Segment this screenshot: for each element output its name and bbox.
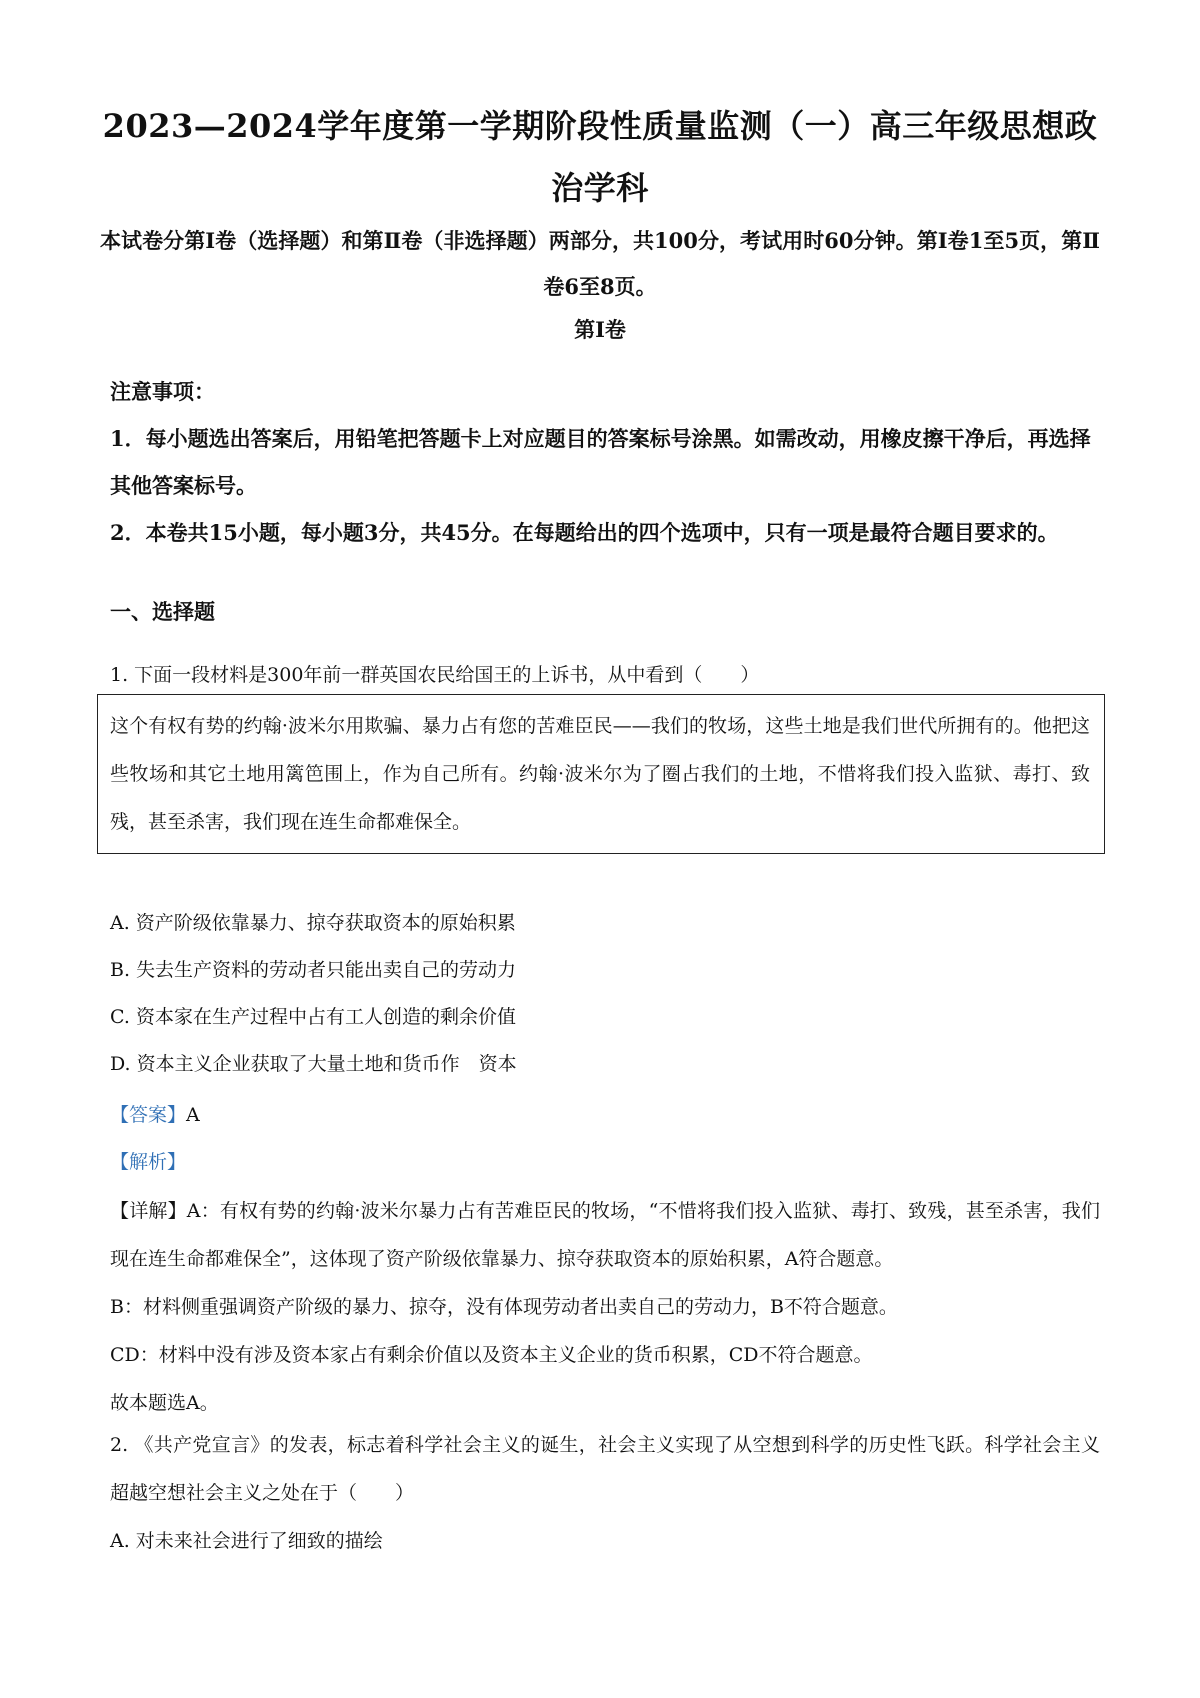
explanation-paragraph-2: B：材料侧重强调资产阶级的暴力、掠夺，没有体现劳动者出卖自己的劳动力，B不符合题意。 <box>110 1296 898 1318</box>
notes-heading: 注意事项： <box>110 379 215 404</box>
analysis-row <box>110 1139 1100 1186</box>
answer-value: A <box>186 1104 200 1126</box>
question-2-option-a: A. 对未来社会进行了细致的描绘 <box>110 1530 383 1552</box>
option-b: B. 失去生产资料的劳动者只能出卖自己的劳动力 <box>110 959 517 981</box>
option-a: A. 资产阶级依靠暴力、掠夺获取资本的原始积累 <box>110 912 516 934</box>
notes-item-2: 2．本卷共15小题，每小题3分，共45分。在每题给出的四个选项中，只有一项是最符合题目要求的。 <box>110 520 1059 545</box>
exam-intro: 本试卷分第Ⅰ卷（选择题）和第Ⅱ卷（非选择题）两部分，共100分，考试用时60分钟。第Ⅰ卷1至5页，第Ⅱ卷6至8页。 <box>100 228 1100 299</box>
volume-heading: 第Ⅰ卷 <box>574 317 626 342</box>
option-c: C. 资本家在生产过程中占有工人创造的剩余价值 <box>110 1006 516 1028</box>
section-heading: 一、选择题 <box>110 599 215 624</box>
question-2 <box>110 1421 1100 1565</box>
notes-item-1: 1．每小题选出答案后，用铅笔把答题卡上对应题目的答案标号涂黑。如需改动，用橡皮擦干净后，再选择其他答案标号。 <box>110 426 1091 498</box>
question-1-options <box>110 900 1100 1088</box>
question-2-stem: 2. 《共产党宣言》的发表，标志着科学社会主义的诞生，社会主义实现了从空想到科学的历史性飞跃。科学社会主义超越空想社会主义之处在于（ ） <box>110 1434 1100 1504</box>
page-title: 2023—2024学年度第一学期阶段性质量监测（一）高三年级思想政治学科 <box>102 107 1098 207</box>
answer-block <box>110 1092 1100 1186</box>
notes-section <box>110 368 1100 556</box>
answer-tag: 【答案】 <box>110 1104 187 1126</box>
question-1-stem: 1. 下面一段材料是300年前一群英国农民给国王的上诉书，从中看到（ ） <box>110 664 760 686</box>
explanation-paragraph-3: CD：材料中没有涉及资本家占有剩余价值以及资本主义企业的货币积累，CD不符合题意。 <box>110 1344 873 1366</box>
question-1-material: 这个有权有势的约翰·波米尔用欺骗、暴力占有您的苦难臣民——我们的牧场，这些土地是我们世代所拥有的。他把这些牧场和其它土地用篱笆围上，作为自己所有。约翰·波米尔为了圈占我们的土地，不惜将我们投入监狱、毒打、致残，甚至杀害，我们现在连生命都难保全。 <box>97 694 1105 854</box>
explanation-paragraph-1: 【详解】A：有权有势的约翰·波米尔暴力占有苦难臣民的牧场，“不惜将我们投入监狱、毒打、致残，甚至杀害，我们现在连生命都难保全”，这体现了资产阶级依靠暴力、掠夺获取资本的原始积累，A符合题意。 <box>110 1200 1100 1270</box>
explanation <box>110 1187 1100 1427</box>
answer-row <box>110 1092 1100 1139</box>
explanation-paragraph-4: 故本题选A。 <box>110 1392 219 1414</box>
analysis-tag: 【解析】 <box>110 1151 187 1173</box>
option-d: D. 资本主义企业获取了大量土地和货币作 资本 <box>110 1053 517 1075</box>
